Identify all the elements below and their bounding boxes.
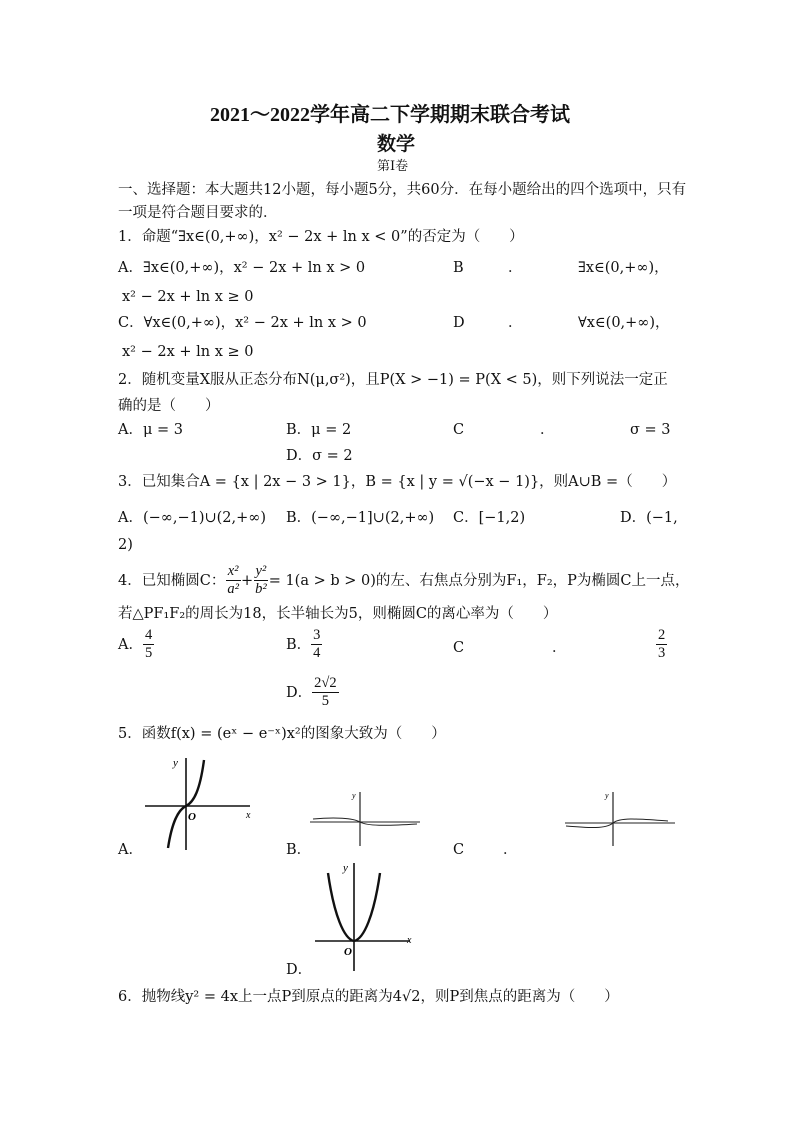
q4-option-a-fraction (143, 627, 154, 662)
q5-option-b-label: B． (286, 842, 312, 858)
q4-fraction-y (253, 563, 269, 598)
q6-stem: 6．抛物线y² = 4x上一点P到原点的距离为4√2，则P到焦点的距离为（ ） (118, 989, 619, 1005)
q1-option-d-part2: x² − 2x + ln x ≥ 0 (122, 344, 254, 360)
q4-option-b-den: 4 (313, 645, 321, 661)
q4-option-d (286, 675, 339, 710)
q4-option-c-fraction (656, 627, 667, 662)
q1-option-d-letter: D (453, 315, 465, 331)
q4-option-b-fraction (311, 627, 322, 662)
q2-option-c-value: σ = 3 (630, 422, 671, 438)
q1-option-c: C．∀x∈(0,+∞)，x² − 2x + ln x > 0 (118, 315, 367, 331)
q5-option-d-label: D． (286, 962, 313, 978)
graph-a-y-label: y (173, 757, 178, 769)
q4-option-a-label: A． (118, 636, 143, 653)
q4-stem-pre: 4．已知椭圆C： (118, 572, 226, 589)
q1-option-b-part1: ∃x∈(0,+∞)， (578, 260, 669, 276)
q4-stem-line1 (118, 563, 690, 598)
graph-c-y-label: y (605, 791, 609, 800)
exam-title: 2021～2022学年高二下学期期末联合考试 (210, 104, 570, 126)
q3-stem: 3．已知集合A = {x | 2x − 3 > 1}，B = {x | y = √(−x − 1)}，则A∪B =（ ） (118, 474, 677, 490)
q5-graph-d (310, 855, 420, 975)
q4-fraction-x-den: a² (227, 581, 239, 597)
graph-b-y-label: y (352, 791, 356, 800)
q4-option-b-label: B． (286, 636, 312, 653)
q3-option-a: A．(−∞,−1)∪(2,+∞) (118, 510, 267, 526)
q1-option-d-dot: ． (508, 315, 523, 331)
q1-option-b-dot: ． (508, 260, 523, 276)
q4-option-c-letter: C (453, 640, 465, 656)
graph-a-x-label: x (246, 810, 251, 821)
q5-option-a-label: A． (118, 842, 143, 858)
q2-option-a: A．μ = 3 (118, 422, 183, 438)
graph-a-origin-label: O (188, 811, 196, 823)
q4-option-c-den: 3 (658, 645, 666, 661)
q4-option-a-num: 4 (144, 627, 153, 643)
q4-fraction-x (225, 563, 241, 598)
q5-graph-c (560, 788, 680, 848)
q4-fraction-x-num: x² (227, 563, 239, 579)
q4-stem-line2: 若△PF₁F₂的周长为18，长半轴长为5，则椭圆C的离心率为（ ） (118, 606, 558, 622)
q2-option-c-dot: ． (540, 422, 555, 438)
q5-stem: 5．函数f(x) = (eˣ − e⁻ˣ)x²的图象大致为（ ） (118, 726, 446, 742)
q2-stem-line1: 2．随机变量X服从正态分布N(μ,σ²)，且P(X > −1) = P(X < 5)，则下列说法一定正 (118, 372, 668, 388)
q1-option-a: A．∃x∈(0,+∞)，x² − 2x + ln x > 0 (118, 260, 366, 276)
graph-d-origin-label: O (344, 946, 352, 958)
q3-option-d-part1: D．(−1, (620, 510, 678, 526)
q4-plus: + (240, 572, 254, 589)
graph-d-y-label: y (343, 862, 348, 874)
q1-option-d-part1: ∀x∈(0,+∞)， (578, 315, 670, 331)
q4-fraction-y-den: b² (255, 581, 267, 597)
q4-fraction-y-num: y² (255, 563, 267, 579)
q5-graph-b (305, 788, 425, 848)
q5-option-c-dot: ． (503, 842, 518, 858)
q5-option-c-letter: C (453, 842, 465, 858)
subject-title: 数学 (377, 133, 416, 155)
q2-option-d: D．σ = 2 (286, 448, 353, 464)
q4-stem-post: = 1(a > b > 0)的左、右焦点分别为F₁，F₂，P为椭圆C上一点， (268, 572, 690, 589)
q4-option-b-num: 3 (313, 627, 321, 643)
q4-option-d-num: 2√2 (314, 675, 337, 691)
q3-option-b: B．(−∞,−1]∪(2,+∞) (286, 510, 435, 526)
q4-option-c-num: 2 (658, 627, 666, 643)
q3-option-d-part2: 2) (118, 537, 133, 553)
q2-stem-line2: 确的是（ ） (118, 398, 220, 414)
q1-stem: 1．命题“∃x∈(0,+∞)，x² − 2x + ln x < 0”的否定为（ ） (118, 229, 524, 245)
q4-option-c-dot: ． (552, 640, 567, 656)
section-intro-line1: 一、选择题：本大题共12小题，每小题5分，共60分．在每小题给出的四个选项中，只有 (118, 182, 687, 198)
q4-option-c-frac (656, 627, 667, 662)
q4-option-d-fraction (312, 675, 338, 710)
q4-option-d-label: D． (286, 684, 313, 701)
graph-d-x-label: x (407, 935, 412, 946)
q4-option-a (118, 627, 154, 662)
q1-option-b-letter: B (453, 260, 464, 276)
q2-option-c-letter: C (453, 422, 465, 438)
q4-option-b (286, 627, 322, 662)
q4-option-a-den: 5 (144, 645, 153, 661)
q2-option-b: B．μ = 2 (286, 422, 352, 438)
q3-option-c: C．[−1,2) (453, 510, 526, 526)
volume-label: 第Ⅰ卷 (377, 159, 409, 174)
section-intro-line2: 一项是符合题目要求的． (118, 205, 278, 221)
q5-graph-a (140, 752, 260, 852)
q1-option-b-part2: x² − 2x + ln x ≥ 0 (122, 289, 254, 305)
q4-option-d-den: 5 (321, 693, 329, 709)
